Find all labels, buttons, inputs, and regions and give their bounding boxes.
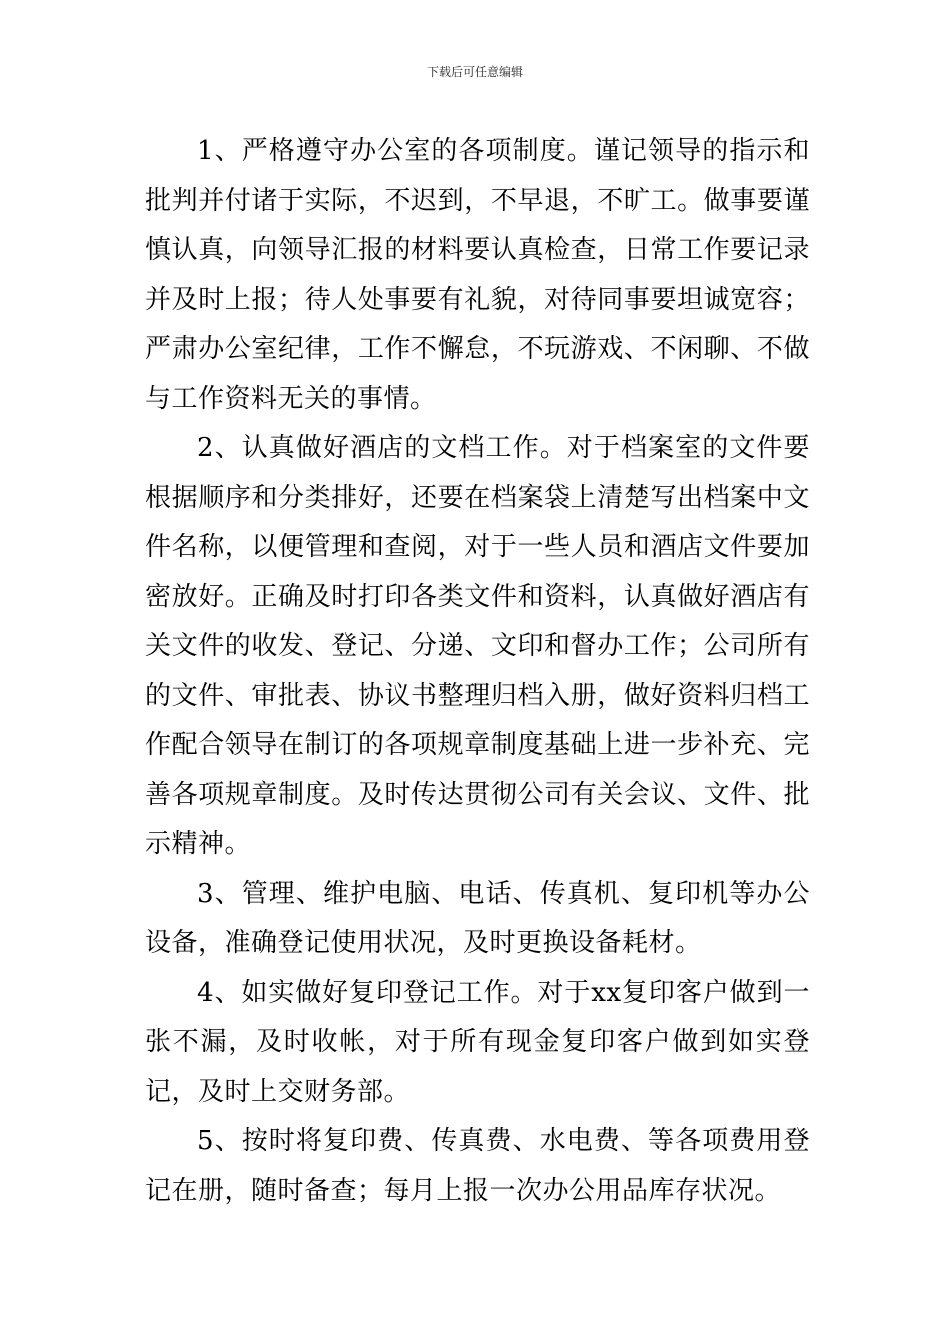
paragraph-5: 5、按时将复印费、传真费、水电费、等各项费用登记在册，随时备查；每月上报一次办公用品库存状况。 [145, 1126, 810, 1206]
paragraph-1: 1、严格遵守办公室的各项制度。谨记领导的指示和批判并付诸于实际，不迟到，不早退，不旷工。做事要谨慎认真，向领导汇报的材料要认真检查，日常工作要记录并及时上报；待人处事要有礼貌，对待同事要坦诚宽容；严肃办公室纪律，工作不懈怠，不玩游戏、不闲聊、不做与工作资料无关的事情。 [145, 136, 810, 414]
paragraph-2: 2、认真做好酒店的文档工作。对于档案室的文件要根据顺序和分类排好，还要在档案袋上清楚写出档案中文件名称，以便管理和查阅，对于一些人员和酒店文件要加密放好。正确及时打印各类文件和资料，认真做好酒店有关文件的收发、登记、分递、文印和督办工作；公司所有的文件、审批表、协议书整理归档入册，做好资料归档工作配合领导在制订的各项规章制度基础上进一步补充、完善各项规章制度。及时传达贯彻公司有关会议、文件、批示精神。 [145, 433, 810, 859]
paragraph-4: 4、如实做好复印登记工作。对于xx复印客户做到一张不漏，及时收帐，对于所有现金复印客户做到如实登记，及时上交财务部。 [145, 977, 810, 1107]
document-body [145, 127, 810, 1216]
download-note: 下载后可任意编辑 [426, 65, 523, 79]
paragraph-3: 3、管理、维护电脑、电话、传真机、复印机等办公设备，准确登记使用状况，及时更换设备耗材。 [145, 878, 810, 958]
